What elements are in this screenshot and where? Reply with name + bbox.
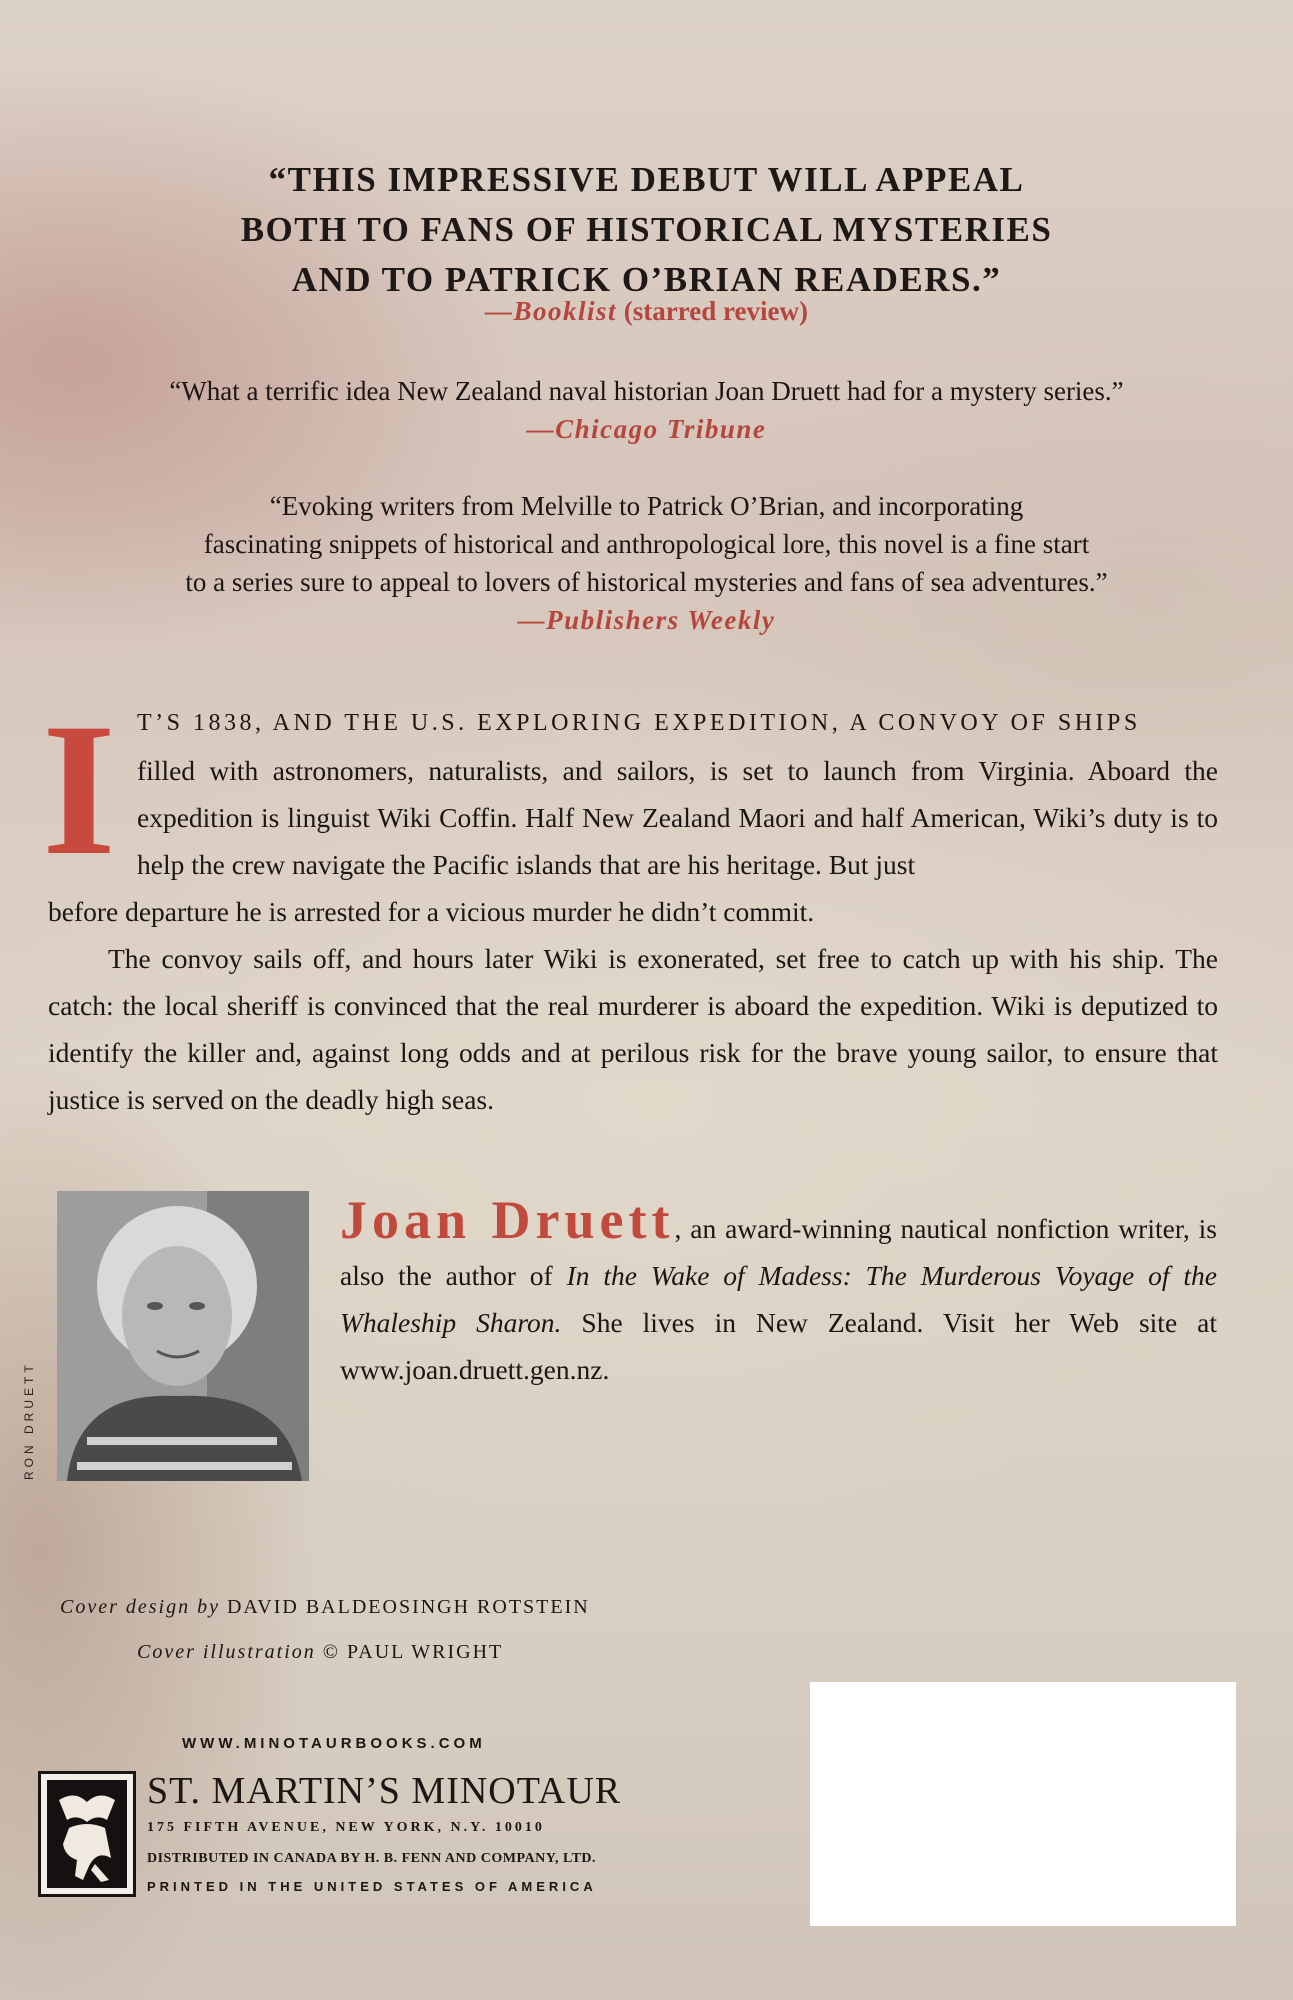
author-name: Joan Druett (340, 1190, 675, 1250)
cover-illustration-credit (137, 1641, 503, 1664)
publisher-name: ST. MARTIN’S MINOTAUR (147, 1770, 622, 1812)
quote-text: “What a terrific idea New Zealand naval historian Joan Druett had for a mystery series.” (169, 376, 1124, 406)
printed-notice: PRINTED IN THE UNITED STATES OF AMERICA (147, 1879, 597, 1894)
barcode-placeholder (810, 1682, 1236, 1926)
blurb-paragraph-1-end: before departure he is arrested for a vicious murder he didn’t commit. (48, 896, 815, 927)
photo-credit: RON DRUETT (22, 1361, 36, 1480)
publisher-logo (38, 1771, 136, 1897)
quote-attribution: —Chicago Tribune (526, 414, 767, 444)
publisher-website: WWW.MINOTAURBOOKS.COM (182, 1735, 486, 1752)
credit-name: DAVID BALDEOSINGH ROTSTEIN (226, 1596, 590, 1618)
minotaur-logo-icon (47, 1780, 127, 1888)
credit-label: Cover design by (60, 1596, 220, 1618)
headline-quote (0, 155, 1293, 305)
blurb-continuation (48, 888, 1218, 1123)
blurb-paragraph-2: The convoy sails off, and hours later Wiki is exonerated, set free to catch up with his ship. The catch: the local sheriff is convinced that the real murderer is aboard the expedition. Wiki is deputized to identify the killer and, against long odds and at perilous risk for the brave young sailor, to ensure that justice is served on the deadly high seas. (48, 943, 1218, 1115)
quote-line: fascinating snippets of historical and anthropological lore, this novel is a fine start (203, 529, 1090, 559)
headline-line: “THIS IMPRESSIVE DEBUT WILL APPEAL (268, 160, 1025, 199)
attribution-source: —Booklist (485, 296, 618, 326)
headline-line: AND TO PATRICK O’BRIAN READERS.” (291, 260, 1002, 299)
tribune-quote (0, 372, 1293, 448)
minotaur-emblem (47, 1780, 127, 1888)
blurb-paragraph-1: filled with astronomers, naturalists, and sailors, is set to launch from Virginia. Aboard the expedition is linguist Wiki Coffin. Half New Zealand Maori and half American, Wiki’s duty is to help the crew navigate the Pacific islands that are his heritage. But just (137, 755, 1218, 880)
blurb-first-line: T’S 1838, AND THE U.S. EXPLORING EXPEDITION, A CONVOY OF SHIPS (137, 710, 1141, 736)
author-portrait-image (57, 1191, 309, 1481)
booklist-attribution (0, 296, 1293, 327)
distribution-notice: DISTRIBUTED IN CANADA BY H. B. FENN AND COMPANY, LTD. (147, 1851, 597, 1866)
bio-text: She lives in New Zealand. Visit her Web site at www.joan.druett.gen.nz. (340, 1307, 1217, 1385)
quote-line: to a series sure to appeal to lovers of historical mysteries and fans of sea adventures.” (185, 567, 1108, 597)
credit-label: Cover illustration (137, 1641, 316, 1663)
cover-design-credit (60, 1596, 590, 1619)
attribution-note: (starred review) (623, 296, 808, 326)
drop-cap: I (42, 685, 116, 895)
quote-line: “Evoking writers from Melville to Patrick O’Brian, and incorporating (269, 491, 1024, 521)
author-bio (340, 1190, 1217, 1393)
credit-name: © PAUL WRIGHT (322, 1641, 504, 1663)
book-title: In the Wake of Madess: The Murderous Voyage of the Whaleship Sharon. (340, 1260, 1217, 1338)
quote-attribution: —Publishers Weekly (517, 605, 776, 635)
author-photo (57, 1191, 309, 1481)
headline-line: BOTH TO FANS OF HISTORICAL MYSTERIES (240, 210, 1053, 249)
publishers-weekly-quote (0, 487, 1293, 639)
publisher-address: 175 FIFTH AVENUE, NEW YORK, N.Y. 10010 (147, 1820, 545, 1835)
bio-text: , an award-winning nautical nonfiction writer, is also the author of (340, 1213, 1217, 1291)
